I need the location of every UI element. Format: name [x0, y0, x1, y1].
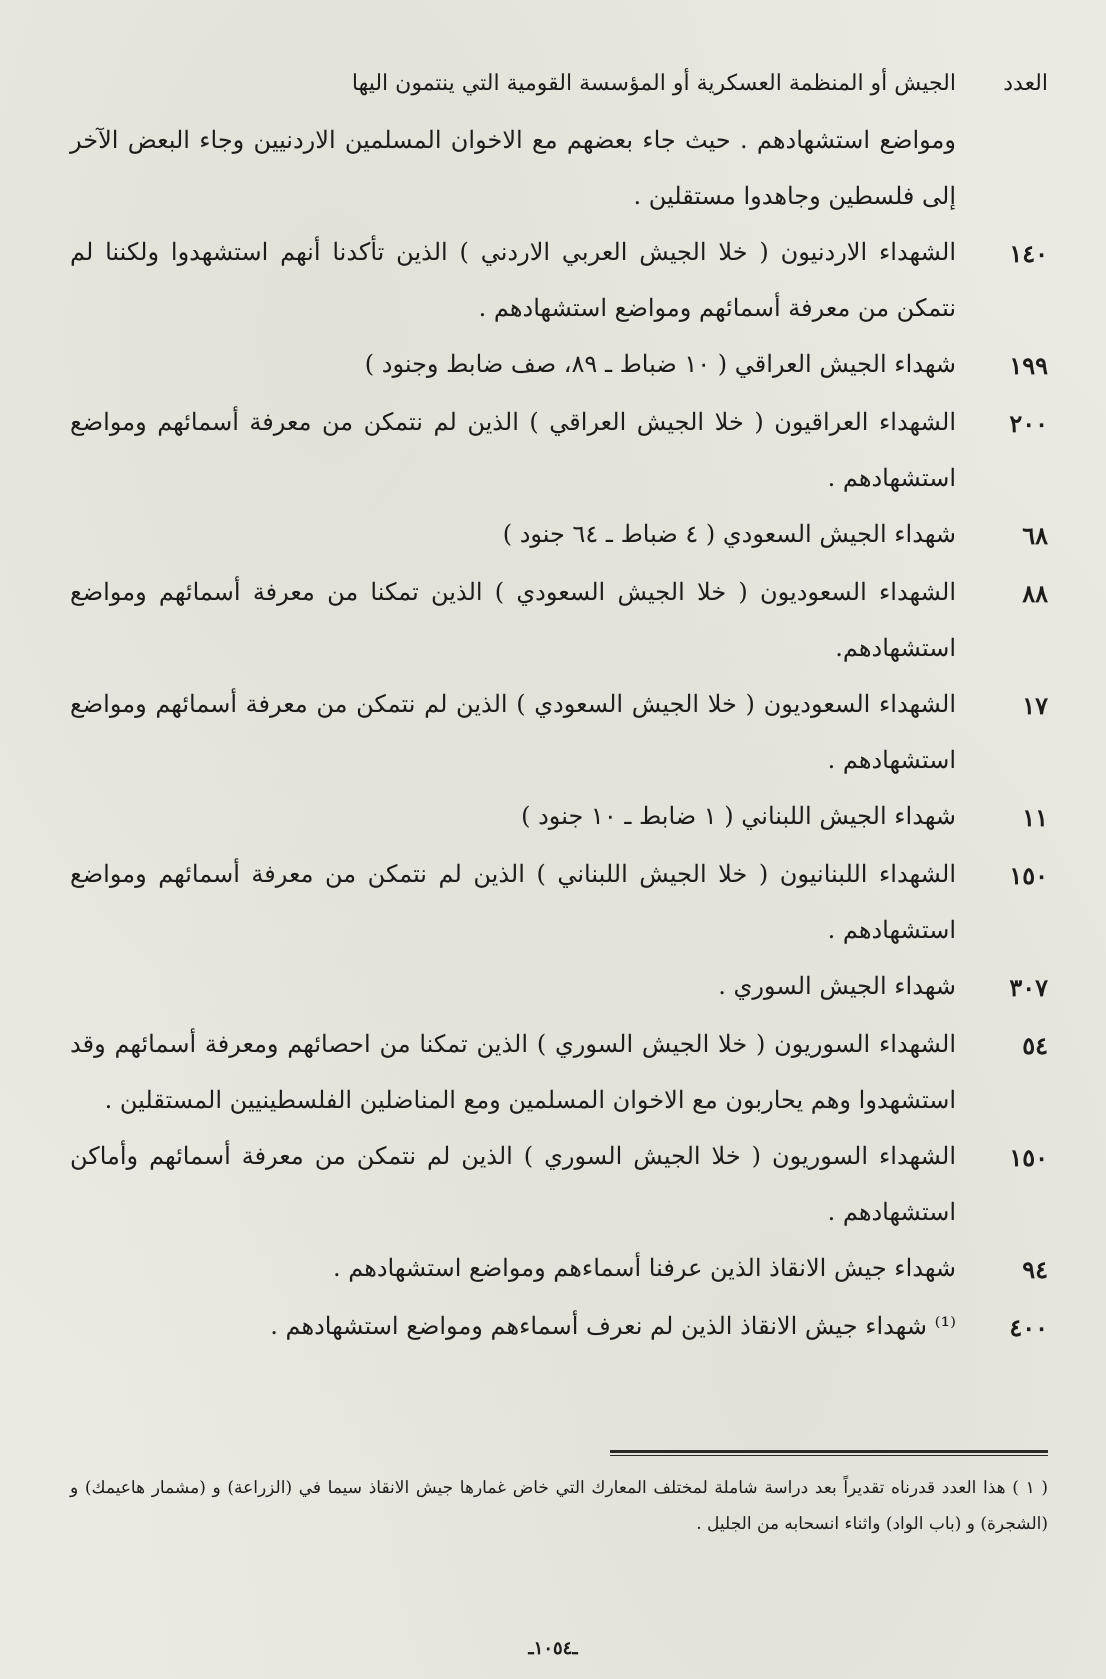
main-content [70, 56, 1048, 1356]
table-row [70, 676, 1048, 788]
entry-count: ٤٠٠ [1009, 1313, 1048, 1342]
table-row [70, 788, 1048, 846]
entry-description: الشهداء الاردنيون ( خلا الجيش العربي الاردني ) الذين تأكدنا أنهم استشهدوا ولكننا لم نتمكن من معرفة أسمائهم ومواضع استشهادهم . [70, 238, 956, 322]
entry-description: الشهداء السعوديون ( خلا الجيش السعودي ) الذين لم نتمكن من معرفة أسمائهم ومواضع استشهادهم . [70, 690, 956, 774]
entry-count: ٢٠٠ [1009, 409, 1048, 438]
entry-description: شهداء الجيش السعودي ( ٤ ضباط ـ ٦٤ جنود ) [502, 520, 956, 548]
entry-description: شهداء جيش الانقاذ الذين عرفنا أسماءهم ومواضع استشهادهم . [332, 1254, 956, 1282]
entry-count: ٦٨ [1022, 521, 1048, 550]
entry-count: ٩٤ [1022, 1255, 1048, 1284]
entry-count: ١٩٩ [1009, 351, 1048, 380]
entry-count: ١٧ [1022, 691, 1048, 720]
entry-count: ١٤٠ [1009, 239, 1048, 268]
table-row [70, 564, 1048, 676]
footnote: ( ١ ) هذا العدد قدرناه تقديراً بعد دراسة شاملة لمختلف المعارك التي خاض غمارها جيش الانقاذ سيما في (الزراعة) و (مشمار هاعيمك) و (الشجرة) و (باب الواد) واثناء انسحابه من الجليل . [70, 1478, 1048, 1534]
entry-count: ١٥٠ [1009, 861, 1048, 890]
footnote-divider [610, 1450, 1048, 1456]
entry-count: ١١ [1022, 803, 1048, 832]
entry-count: ٥٤ [1022, 1031, 1048, 1060]
page-number: ـ١٠٥٤ـ [528, 1638, 578, 1659]
table-row [70, 1128, 1048, 1240]
entry-description: الشهداء السوريون ( خلا الجيش السوري ) الذين تمكنا من احصائهم ومعرفة أسمائهم وقد استشهدوا وهم يحاربون مع الاخوان المسلمين ومع المناضلين الفلسطينيين المستقلين . [70, 1030, 956, 1114]
continuation-paragraph: ومواضع استشهادهم . حيث جاء بعضهم مع الاخوان المسلمين الاردنيين وجاء البعض الآخر إلى فلسطين وجاهدوا مستقلين . [70, 126, 956, 210]
entry-count: ١٥٠ [1009, 1143, 1048, 1172]
entry-description: ⁽¹⁾ شهداء جيش الانقاذ الذين لم نعرف أسماءهم ومواضع استشهادهم . [270, 1312, 956, 1340]
table-row [70, 958, 1048, 1016]
table-row [70, 1240, 1048, 1298]
table-row [70, 336, 1048, 394]
unit-column-header: الجيش أو المنظمة العسكرية أو المؤسسة القومية التي ينتمون اليها [351, 71, 956, 96]
count-column-header: العدد [1003, 71, 1048, 96]
entry-description: الشهداء العراقيون ( خلا الجيش العراقي ) الذين لم نتمكن من معرفة أسمائهم ومواضع استشهادهم . [70, 408, 956, 492]
table-row [70, 506, 1048, 564]
entry-description: شهداء الجيش السوري . [718, 972, 956, 1000]
table-row [70, 1016, 1048, 1128]
entry-description: الشهداء السعوديون ( خلا الجيش السعودي ) الذين تمكنا من معرفة أسمائهم ومواضع استشهادهم. [70, 578, 956, 662]
table-row [70, 224, 1048, 336]
table-row [70, 394, 1048, 506]
entry-count: ٣٠٧ [1009, 973, 1048, 1002]
entry-description: الشهداء اللبنانيون ( خلا الجيش اللبناني ) الذين لم نتمكن من معرفة أسمائهم ومواضع استشهادهم . [70, 860, 956, 944]
entry-description: شهداء الجيش اللبناني ( ١ ضابط ـ ١٠ جنود ) [521, 802, 956, 830]
entries-list [70, 224, 1048, 1356]
entry-description: شهداء الجيش العراقي ( ١٠ ضباط ـ ٨٩، صف ضابط وجنود ) [364, 350, 956, 378]
entry-description: الشهداء السوريون ( خلا الجيش السوري ) الذين لم نتمكن من معرفة أسمائهم وأماكن استشهادهم . [70, 1142, 956, 1226]
table-row [70, 846, 1048, 958]
entry-count: ٨٨ [1022, 579, 1048, 608]
table-header [70, 56, 1048, 112]
table-row [70, 1298, 1048, 1356]
